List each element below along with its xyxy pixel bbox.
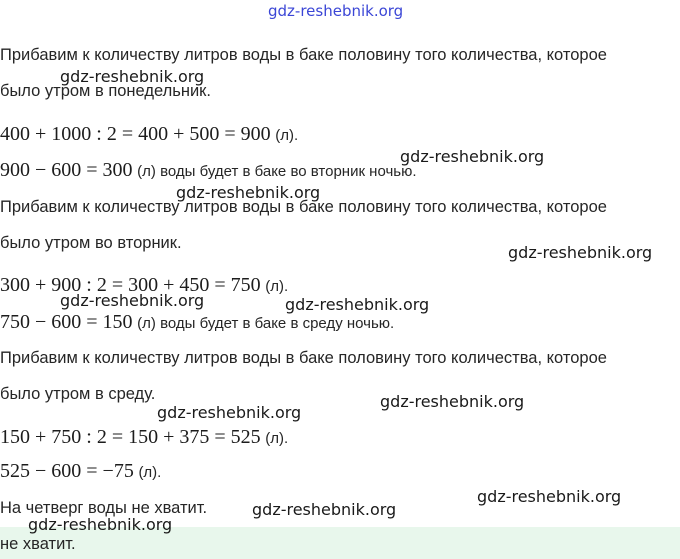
equation-2-math: 900 − 600 = 300 <box>0 159 133 181</box>
paragraph-2-line-2: было утром во вторник. <box>0 234 182 252</box>
equation-5 <box>0 427 288 449</box>
watermark: gdz-reshebnik.org <box>508 243 653 262</box>
watermark: gdz-reshebnik.org <box>380 392 525 411</box>
watermark: gdz-reshebnik.org <box>28 515 173 534</box>
watermark: gdz-reshebnik.org <box>176 183 321 202</box>
paragraph-2-line-1: Прибавим к количеству литров воды в баке половину того количества, которое <box>0 198 607 216</box>
equation-6-math: 525 − 600 = −75 <box>0 460 134 482</box>
equation-4-math: 750 − 600 = 150 <box>0 311 133 333</box>
watermark: gdz-reshebnik.org <box>477 487 622 506</box>
watermark: gdz-reshebnik.org <box>157 403 302 422</box>
conclusion-text: На четверг воды не хватит. <box>0 499 208 517</box>
watermark: gdz-reshebnik.org <box>60 291 205 310</box>
equation-6 <box>0 461 161 483</box>
watermark: gdz-reshebnik.org <box>60 67 205 86</box>
equation-4-text: (л) воды будет в баке в среду ночью. <box>137 315 395 332</box>
watermark: gdz-reshebnik.org <box>252 500 397 519</box>
equation-5-unit: (л). <box>265 430 289 447</box>
watermark: gdz-reshebnik.org <box>285 295 430 314</box>
equation-2 <box>0 160 417 182</box>
equation-3-unit: (л). <box>265 278 289 295</box>
paragraph-1-line-1: Прибавим к количеству литров воды в баке половину того количества, которое <box>0 46 607 64</box>
equation-1-unit: (л). <box>275 127 299 144</box>
equation-1-math: 400 + 1000 : 2 = 400 + 500 = 900 <box>0 123 271 145</box>
equation-1 <box>0 124 298 146</box>
paragraph-1-line-2: было утром в понедельник. <box>0 82 211 100</box>
header-watermark: gdz-reshebnik.org <box>268 2 404 20</box>
watermark: gdz-reshebnik.org <box>400 147 545 166</box>
answer-text: не хватит. <box>0 535 76 553</box>
equation-5-math: 150 + 750 : 2 = 150 + 375 = 525 <box>0 426 261 448</box>
paragraph-3-line-2: было утром в среду. <box>0 385 156 403</box>
paragraph-3-line-1: Прибавим к количеству литров воды в баке половину того количества, которое <box>0 349 607 367</box>
equation-4 <box>0 312 394 334</box>
equation-6-unit: (л). <box>138 464 162 481</box>
equation-3-math: 300 + 900 : 2 = 300 + 450 = 750 <box>0 274 261 296</box>
equation-2-text: (л) воды будет в баке во вторник ночью. <box>137 163 417 180</box>
